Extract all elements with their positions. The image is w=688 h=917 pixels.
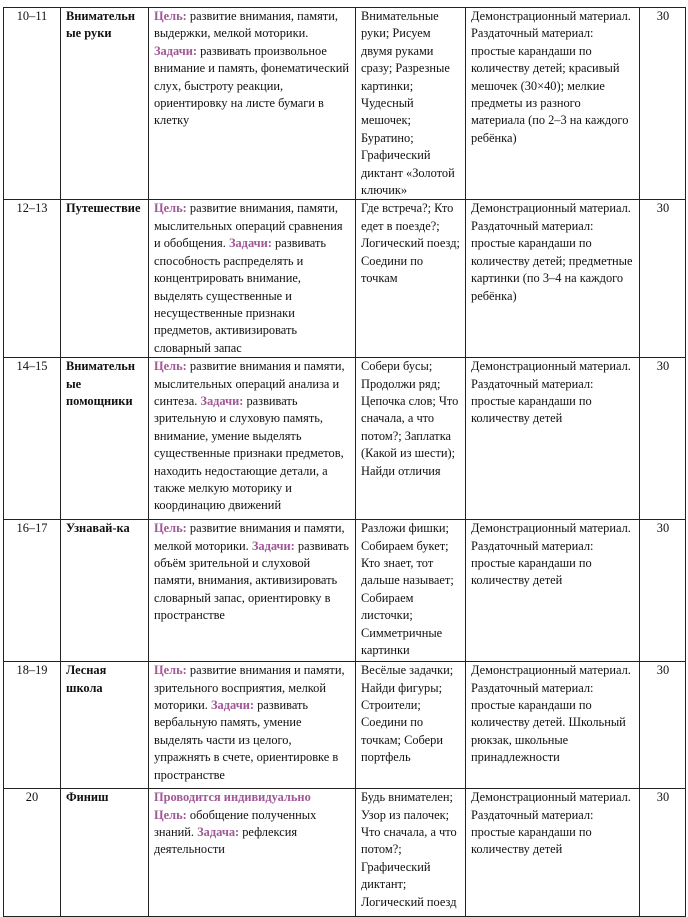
lesson-plan-table bbox=[3, 7, 686, 917]
aim-label: Задачи: bbox=[211, 697, 254, 712]
aim-text: развивать вербальную память, умение выделять части из целого, упражнять в счете, ориентировке в пространстве bbox=[154, 697, 339, 782]
aim-text: развивать зрительную и слуховую память, внимание, умение выделять существенные признаки предметов, находить недостающие детали, а также мелкую моторику и координацию движений bbox=[154, 393, 344, 513]
aim-label: Цель: bbox=[154, 201, 187, 216]
games-cell: Где встреча?; Кто едет в поезде?; Логический поезд; Соедини по точкам bbox=[356, 200, 466, 358]
materials-cell: Демонстрационный материал. Раздаточный материал: простые карандаши по количеству детей bbox=[466, 520, 640, 662]
materials-cell: Демонстрационный материал. Раздаточный материал: простые карандаши по количеству детей bbox=[466, 789, 640, 917]
session-title-cell: Узнавай-ка bbox=[61, 520, 149, 662]
table-row bbox=[4, 8, 686, 200]
aim-text: обобщение полученных знаний. bbox=[154, 807, 317, 839]
aim-text: рефлексия деятельности bbox=[154, 824, 298, 857]
session-title-cell: Внимательные помощники bbox=[61, 358, 149, 520]
materials-cell: Демонстрационный материал. Раздаточный материал: простые карандаши по количеству детей; предметные картинки (по 3–4 на каждого ребёнка) bbox=[466, 200, 640, 358]
session-number-cell: 12–13 bbox=[4, 200, 61, 358]
aim-label: Задачи: bbox=[200, 393, 244, 408]
session-number-cell: 10–11 bbox=[4, 8, 61, 200]
aim-label: Цель: bbox=[154, 663, 187, 678]
materials-cell: Демонстрационный материал. Раздаточный материал: простые карандаши по количеству детей. Школьный рюкзак, школьные принадлежности bbox=[466, 662, 640, 789]
aims-cell bbox=[149, 520, 356, 662]
games-cell: Разложи фишки; Собираем букет; Кто знает, тот дальше называет; Собираем листочки; Симметричные картинки bbox=[356, 520, 466, 662]
materials-cell: Демонстрационный материал. Раздаточный материал: простые карандаши по количеству детей; красивый мешочек (30×40); мелкие предметы из разного материала (по 2–3 на каждого ребёнка) bbox=[466, 8, 640, 200]
session-number-cell: 18–19 bbox=[4, 662, 61, 789]
hours-cell: 30 bbox=[640, 200, 686, 358]
aim-text: развитие внимания и памяти, мелкой моторики. bbox=[154, 521, 345, 553]
session-number-cell: 20 bbox=[4, 789, 61, 917]
aim-label: Задачи: bbox=[251, 538, 295, 553]
hours-cell: 30 bbox=[640, 8, 686, 200]
table-row bbox=[4, 200, 686, 358]
session-title-cell: Лесная школа bbox=[61, 662, 149, 789]
games-cell: Весёлые задачки; Найди фигуры; Строители; Соедини по точкам; Собери портфель bbox=[356, 662, 466, 789]
aims-cell bbox=[149, 358, 356, 520]
aim-label: Цель: bbox=[154, 359, 187, 374]
aim-label: Задачи: bbox=[154, 43, 197, 58]
games-cell: Будь внимателен; Узор из палочек; Что сначала, а что потом?; Графический диктант; Логический поезд bbox=[356, 789, 466, 917]
aim-label: Цель: bbox=[154, 807, 187, 822]
games-cell: Собери бусы; Продолжи ряд; Цепочка слов; Что сначала, а что потом?; Заплатка (Какой из шести); Найди отличия bbox=[356, 358, 466, 520]
table-row bbox=[4, 789, 686, 917]
aims-cell bbox=[149, 8, 356, 200]
aim-text: развитие внимания и памяти, зрительного восприятия, мелкой моторики. bbox=[154, 663, 345, 712]
session-title-cell: Внимательные руки bbox=[61, 8, 149, 200]
table-row bbox=[4, 358, 686, 520]
games-cell: Внимательные руки; Рисуем двумя руками сразу; Разрезные картинки; Чудесный мешочек; Буратино; Графический диктант «Золотой ключик» bbox=[356, 8, 466, 200]
aim-text: развитие внимания, памяти, мыслительных операций сравнения и обобщения. bbox=[154, 201, 343, 251]
hours-cell: 30 bbox=[640, 358, 686, 520]
aim-label: Задачи: bbox=[228, 236, 272, 251]
materials-cell: Демонстрационный материал. Раздаточный материал: простые карандаши по количеству детей bbox=[466, 358, 640, 520]
session-title-cell: Финиш bbox=[61, 789, 149, 917]
aim-text: развитие внимания и памяти, мыслительных операций анализа и синтеза. bbox=[154, 359, 345, 408]
table-row bbox=[4, 662, 686, 789]
aim-label: Задача: bbox=[197, 824, 240, 839]
session-number-cell: 16–17 bbox=[4, 520, 61, 662]
aim-label: Проводится индивидуально bbox=[154, 790, 311, 805]
hours-cell: 30 bbox=[640, 662, 686, 789]
aim-text: развитие внимания, памяти, выдержки, мелкой моторики. bbox=[154, 9, 338, 41]
table-row bbox=[4, 520, 686, 662]
hours-cell: 30 bbox=[640, 520, 686, 662]
aims-cell bbox=[149, 200, 356, 358]
aim-text: развивать способность распределять и концентрировать внимание, выделять существенные и несущественные признаки предметов, активизировать словарный запас bbox=[154, 236, 327, 355]
session-title-cell: Путешествие bbox=[61, 200, 149, 358]
aims-cell bbox=[149, 789, 356, 917]
session-number-cell: 14–15 bbox=[4, 358, 61, 520]
aims-cell bbox=[149, 662, 356, 789]
aim-label: Цель: bbox=[154, 9, 187, 23]
aim-text: развивать объём зрительной и слуховой памяти, внимания, активизировать словарный запас, ориентировку в пространстве bbox=[154, 538, 349, 623]
aim-text: развивать произвольное внимание и память, фонематический слух, быстроту реакции, ориентировку на листе бумаги в клетку bbox=[154, 43, 350, 128]
hours-cell: 30 bbox=[640, 789, 686, 917]
aim-label: Цель: bbox=[154, 521, 187, 536]
